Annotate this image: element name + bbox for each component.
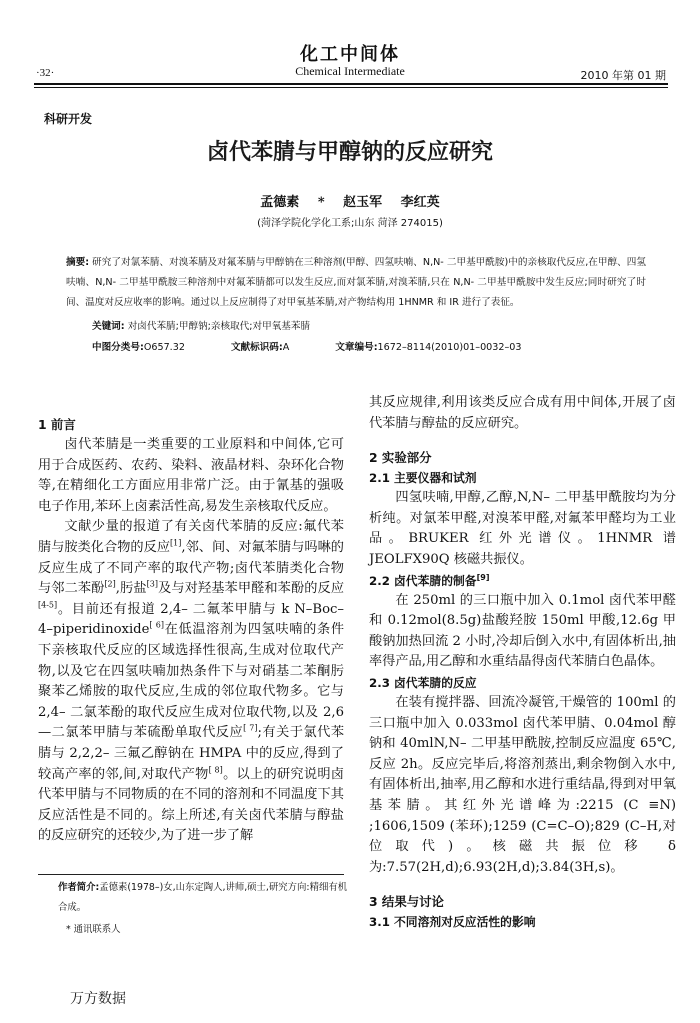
article-title: 卤代苯腈与甲醇钠的反应研究 [206,140,493,165]
watermark: 万方数据 [70,991,126,1007]
abstract-text: 研究了对氯苯腈、对溴苯腈及对氟苯腈与甲醇钠在三种溶剂(甲醇、四氢呋喃、N,N- 二甲基甲酰胺)中的亲核取代反应,在甲醇、四氢呋喃、N,N- 二甲基甲酰胺三种溶剂中对氟苯腈都可以发生反应,而对氯苯腈,对溴苯腈,只在 N,N- 二甲基甲酰胺中发生反应;同时研究了时间、温度对反应收率的影响。通过以上反应制得了对甲氧基苯腈,对产物结构用 1HNMR 和 IR 进行了表征。 [66,257,646,308]
author-bio-text: 孟德素(1978–)女,山东定陶人,讲师,硕士,研究方向:精细有机合成。 [58,882,348,913]
journal-title-cn: 化工中间体 [300,44,400,65]
heading-2-2 [369,571,676,591]
abstract-label: 摘要: [66,257,90,268]
article-number-label: 文章编号: [335,342,378,353]
author-bio-footnote [58,878,348,918]
citation-ref: [4-5] [38,600,58,610]
page-number: ·32· [36,67,55,79]
corresponding-author-note: * 通讯联系人 [66,924,121,935]
doc-code-value: A [282,342,290,353]
paragraph-2-3: 在装有搅拌器、回流冷凝管,干燥管的 100ml 的三口瓶中加入 0.033mol 卤代苯甲腈、0.04mol 醇钠和 40mlN,N– 二甲基甲酰胺,控制反应温度 65℃,反应 2h。反应完毕后,将溶剂蒸出,剩余物倒入水中,有固体析出,抽率,用乙醇和水进行重结晶,得到对甲氧基苯腈。其红外光谱峰为:2215 (C ≡N) ;1606,1509 (苯环);1259 (C=C–O);829 (C–H,对位取代)。核磁共振位移 δ 为:7.57(2H,d);6.93(2H,d);3.84(3H,s)。 [369,694,676,875]
keywords-text: 对卤代苯腈;甲醇钠;亲核取代;对甲氧基苯腈 [127,321,311,332]
citation-ref: [ 8] [208,765,223,775]
clc-label: 中图分类号: [92,342,144,353]
paragraph-2-1: 四氢呋喃,甲醇,乙醇,N,N– 二甲基甲酰胺均为分析纯。对氯苯甲醛,对溴苯甲醛,对氟苯甲醛均为工业品。BRUKER 红外光谱仪。1HNMR 谱 JEOLFX90Q 核磁共振仪。 [369,490,676,567]
intro-paragraph-continued: 其反应规律,利用该类反应合成有用中间体,开展了卤代苯腈与醇盐的反应研究。 [369,395,676,431]
section-label: 科研开发 [44,112,93,126]
affiliation: (菏泽学院化学化工系;山东 菏泽 274015) [257,218,443,229]
intro-paragraph-2 [38,517,344,847]
left-column [38,415,344,847]
doc-code-label: 文献标识码: [230,342,283,353]
heading-2-3: 2.3 卤代苯腈的反应 [369,675,477,690]
text-run: 。目前还有报道 2,4– 二氟苯甲腈与 k N–Boc–4–piperidinoxide [38,601,344,638]
issue-label: 2010 年第 01 期 [580,69,666,82]
text-run: ,邻、间、对氟苯腈与吗啉的反应生成了不同产率的取代产物;卤代苯腈类化合物与邻二苯酚 [38,539,344,597]
heading-3-1: 3.1 不同溶剂对反应活性的影响 [369,915,536,930]
text-run: ,肟盐 [115,581,147,597]
intro-paragraph-1: 卤代苯腈是一类重要的工业原料和中间体,它可用于合成医药、农药、染料、液晶材料、杂环化合物等,在精细化工方面应用非常广泛。由于氰基的强吸电子作用,苯环上卤素活性高,易发生亲核取代反应。 [38,437,344,514]
journal-title-en: Chemical Intermediate [295,64,405,78]
header-rule-thin [34,87,668,88]
heading-experimental: 2 实验部分 [369,450,432,466]
text-run: 。以上的研究说明卤代苯甲腈与不同物质的在不同的溶剂和不同温度下其反应活性是不同的。综上所述,有关卤代苯腈与醇盐的反应研究的还较少,为了进一步了解 [38,766,345,844]
footnote-rule [38,874,344,875]
right-column [369,393,676,932]
abstract [66,253,646,313]
citation-ref: [ 6] [149,620,164,630]
keywords-label: 关键词: [92,321,125,332]
author-bio-label: 作者简介: [58,882,100,893]
paragraph-2-2: 在 250ml 的三口瓶中加入 0.1mol 卤代苯甲醛和 0.12mol(8.5g)盐酸羟胺 150ml 甲酸,12.6g 甲酸钠加热回流 2 小时,冷却后倒入水中,有固体析出,抽率得产品,用乙醇和水重结晶得卤代苯腈白色晶体。 [369,592,676,670]
header-rule-thick [34,83,668,85]
article-number-value: 1672–8114(2010)01–0032–03 [377,342,522,353]
citation-ref: [9] [476,572,490,582]
heading-2-2-text: 2.2 卤代苯腈的制备 [369,573,477,588]
text-run: ;有关于氯代苯腈与 2,2,2– 三氟乙醇钠在 HMPA 中的反应,得到了较高产率的邻,间,对取代产物 [38,725,345,782]
keywords [92,318,310,332]
text-run: 在低温溶剂为四氢呋喃的条件下亲核取代反应的区域选择性很高,生成对位取代产物,以及它在四氢呋喃加热条件下与对硝基二苯酮肟聚苯乙烯胺的取代反应,生成的邻位取代物多。它与 2,4– 二氯苯酚的取代反应生成对位取代物,以及 2,6—二氯苯甲腈与苯硫酚单取代反应 [38,622,345,741]
classification-row [92,339,522,353]
clc-value: O657.32 [143,342,185,353]
text-run: 及与对羟基苯甲醛和苯酚的反应 [158,581,345,597]
heading-introduction: 1 前言 [38,417,76,432]
heading-results: 3 结果与讨论 [369,894,444,910]
citation-ref: [1] [170,538,182,548]
citation-ref: [2] [104,579,116,589]
citation-ref: [ 7] [243,723,258,733]
citation-ref: [3] [146,579,158,589]
text-run: 文献少量的报道了有关卤代苯腈的反应:氟代苯腈与胺类化合物的反应 [38,519,344,555]
heading-2-1: 2.1 主要仪器和试剂 [369,471,477,486]
authors: 孟德素 * 赵玉军 李红英 [260,195,440,210]
